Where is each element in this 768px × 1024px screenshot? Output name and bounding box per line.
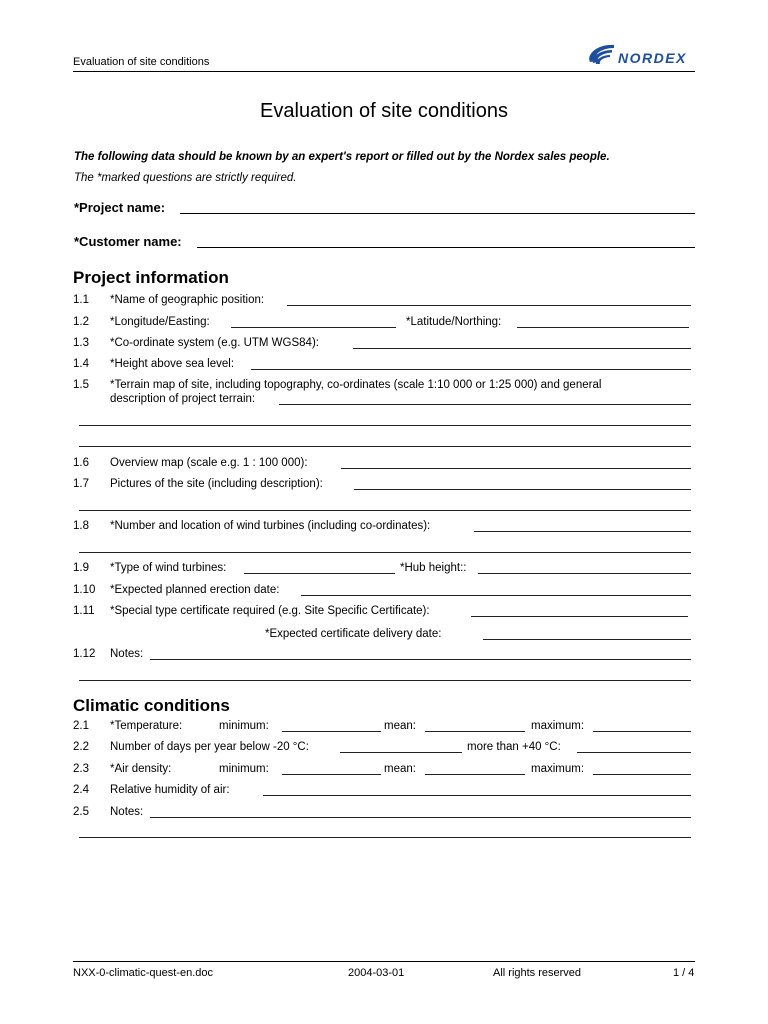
item-label: *Temperature: <box>110 720 183 732</box>
item-number: 2.2 <box>73 741 89 753</box>
terrain-extra-line-1[interactable] <box>79 425 691 426</box>
customer-name-label: *Customer name: <box>74 234 182 249</box>
item-label: *Expected planned erection date: <box>110 584 280 596</box>
item-number: 1.12 <box>73 648 96 660</box>
humidity-field[interactable] <box>263 795 691 796</box>
terrain-extra-line-2[interactable] <box>79 446 691 447</box>
mean-label: mean: <box>384 763 416 775</box>
min-label: minimum: <box>219 763 269 775</box>
project-notes-field[interactable] <box>150 659 691 660</box>
item-label: Pictures of the site (including description): <box>110 478 323 490</box>
item-label-2: more than +40 °C: <box>467 741 561 753</box>
footer-date: 2004-03-01 <box>348 967 405 979</box>
nordex-logo <box>584 40 699 70</box>
project-name-field[interactable] <box>180 213 695 214</box>
climatic-notes-extra-line[interactable] <box>79 837 691 838</box>
item-number: 2.4 <box>73 784 89 796</box>
item-number: 1.5 <box>73 379 89 391</box>
item-label: *Longitude/Easting: <box>110 316 210 328</box>
site-pictures-extra-line[interactable] <box>79 510 691 511</box>
turbine-location-extra-line[interactable] <box>79 552 691 553</box>
item-number: 2.1 <box>73 720 89 732</box>
climatic-notes-field[interactable] <box>150 817 691 818</box>
mean-label: mean: <box>384 720 416 732</box>
project-info-heading: Project information <box>73 268 229 287</box>
special-certificate-field[interactable] <box>471 616 688 617</box>
days-above-field[interactable] <box>577 752 691 753</box>
latitude-field[interactable] <box>517 327 689 328</box>
item-label: *Number and location of wind turbines (including co-ordinates): <box>110 520 431 532</box>
coordinate-system-field[interactable] <box>353 348 691 349</box>
logo-wordmark: NORDEX <box>618 50 687 66</box>
longitude-field[interactable] <box>231 327 396 328</box>
min-label: minimum: <box>219 720 269 732</box>
item-number: 1.11 <box>73 605 95 617</box>
project-name-label: *Project name: <box>74 200 166 215</box>
temperature-mean-field[interactable] <box>425 731 525 732</box>
hub-height-field[interactable] <box>478 573 691 574</box>
footer-rule <box>73 961 695 962</box>
terrain-description-field[interactable] <box>279 404 691 405</box>
intro-bold-line: The following data should be known by an expert's report or filled out by the Nordex sales people. <box>74 151 610 163</box>
item-label: *Terrain map of site, including topography, co-ordinates (scale 1:10 000 or 1:25 000) and general <box>110 379 602 391</box>
max-label: maximum: <box>531 763 585 775</box>
item-label: *Co-ordinate system (e.g. UTM WGS84): <box>110 337 319 349</box>
air-density-mean-field[interactable] <box>425 774 525 775</box>
item-number: 1.8 <box>73 520 89 532</box>
max-label: maximum: <box>531 720 585 732</box>
item-label: *Type of wind turbines: <box>110 562 227 574</box>
footer-filename: NXX-0-climatic-quest-en.doc <box>73 967 213 979</box>
nordex-swoosh-icon <box>584 40 699 70</box>
certificate-delivery-date-field[interactable] <box>483 639 691 640</box>
footer-rights: All rights reserved <box>493 967 582 979</box>
item-label: *Name of geographic position: <box>110 294 265 306</box>
intro-note-line: The *marked questions are strictly required. <box>74 172 297 184</box>
turbine-type-field[interactable] <box>244 573 395 574</box>
item-number: 1.10 <box>73 584 96 596</box>
footer-page: 1 / 4 <box>673 967 695 979</box>
temperature-max-field[interactable] <box>593 731 691 732</box>
geographic-position-field[interactable] <box>287 305 691 306</box>
temperature-min-field[interactable] <box>282 731 381 732</box>
item-number: 2.3 <box>73 763 89 775</box>
climatic-heading: Climatic conditions <box>73 696 230 715</box>
page-title: Evaluation of site conditions <box>260 100 508 122</box>
item-number: 1.3 <box>73 337 89 349</box>
customer-name-field[interactable] <box>197 247 695 248</box>
item-label: *Special type certificate required (e.g. Site Specific Certificate): <box>110 605 430 617</box>
item-number: 1.4 <box>73 358 89 370</box>
item-label: Overview map (scale e.g. 1 : 100 000): <box>110 457 308 469</box>
item-number: 2.5 <box>73 806 89 818</box>
erection-date-field[interactable] <box>301 595 691 596</box>
item-label: Relative humidity of air: <box>110 784 230 796</box>
turbine-location-field[interactable] <box>474 531 691 532</box>
header-doc-title: Evaluation of site conditions <box>73 56 210 68</box>
item-number: 1.2 <box>73 316 89 328</box>
air-density-min-field[interactable] <box>282 774 381 775</box>
item-number: 1.6 <box>73 457 89 469</box>
item-label: *Air density: <box>110 763 172 775</box>
item-label-sub: *Expected certificate delivery date: <box>265 628 442 640</box>
header-rule <box>73 71 695 72</box>
project-notes-extra-line[interactable] <box>79 680 691 681</box>
height-above-sea-field[interactable] <box>251 369 691 370</box>
item-number: 1.7 <box>73 478 89 490</box>
days-below-field[interactable] <box>340 752 462 753</box>
item-label-cont: description of project terrain: <box>110 393 256 405</box>
item-number: 1.1 <box>73 294 89 306</box>
air-density-max-field[interactable] <box>593 774 691 775</box>
item-number: 1.9 <box>73 562 89 574</box>
item-label: Number of days per year below -20 °C: <box>110 741 309 753</box>
item-label: Notes: <box>110 806 144 818</box>
site-pictures-field[interactable] <box>354 489 691 490</box>
item-label-2: *Hub height:: <box>400 562 467 574</box>
overview-map-field[interactable] <box>341 468 691 469</box>
item-label: *Height above sea level: <box>110 358 235 370</box>
item-label-2: *Latitude/Northing: <box>406 316 502 328</box>
item-label: Notes: <box>110 648 144 660</box>
